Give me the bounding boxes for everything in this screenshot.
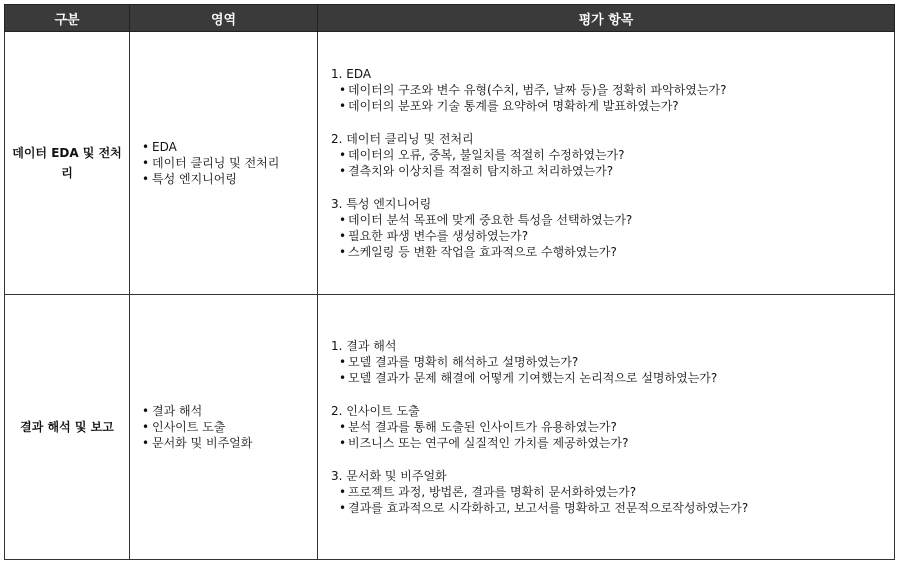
criteria-item (331, 500, 894, 516)
criteria-cell (318, 32, 895, 295)
area-item (140, 435, 317, 451)
bullet-icon: • (142, 420, 150, 434)
criteria-text: 모델 결과를 명확히 해석하고 설명하였는가? (348, 355, 579, 369)
area-label: 문서화 및 비주얼화 (152, 436, 253, 450)
bullet-icon: • (339, 371, 347, 385)
bullet-icon: • (339, 420, 347, 434)
bullet-icon: • (339, 485, 347, 499)
header-criteria: 평가 항목 (318, 5, 895, 32)
criteria-item (331, 419, 894, 435)
area-list (140, 403, 317, 451)
area-label: 특성 엔지니어링 (152, 172, 237, 186)
criteria-section (331, 468, 894, 516)
section-title: 3. 특성 엔지니어링 (331, 197, 432, 211)
criteria-section (331, 338, 894, 386)
bullet-icon: • (339, 83, 347, 97)
category-cell: 데이터 EDA 및 전처리 (5, 32, 130, 295)
criteria-section (331, 196, 894, 260)
header-area: 영역 (130, 5, 318, 32)
criteria-item (331, 244, 894, 260)
section-title: 3. 문서화 및 비주얼화 (331, 469, 447, 483)
bullet-icon: • (339, 99, 347, 113)
bullet-icon: • (142, 156, 150, 170)
bullet-icon: • (142, 404, 150, 418)
criteria-list (331, 82, 894, 114)
criteria-text: 결과를 효과적으로 시각화하고, 보고서를 명확하고 전문적으로작성하였는가? (348, 501, 749, 515)
criteria-item (331, 228, 894, 244)
criteria-item (331, 98, 894, 114)
criteria-item (331, 370, 894, 386)
criteria-item (331, 163, 894, 179)
criteria-item (331, 354, 894, 370)
bullet-icon: • (339, 245, 347, 259)
bullet-icon: • (339, 164, 347, 178)
criteria-list (331, 212, 894, 260)
area-label: 데이터 클리닝 및 전처리 (152, 156, 280, 170)
evaluation-table (4, 4, 895, 560)
criteria-text: 데이터의 오류, 중복, 불일치를 적절히 수정하였는가? (348, 148, 625, 162)
criteria-text: 데이터의 분포와 기술 통계를 요약하여 명확하게 발표하였는가? (348, 99, 679, 113)
criteria-list (331, 484, 894, 516)
criteria-text: 데이터 분석 목표에 맞게 중요한 특성을 선택하였는가? (348, 213, 633, 227)
area-item (140, 403, 317, 419)
area-item (140, 171, 317, 187)
criteria-list (331, 419, 894, 451)
criteria-text: 필요한 파생 변수를 생성하였는가? (348, 229, 529, 243)
header-row (5, 5, 895, 32)
area-label: 결과 해석 (152, 404, 203, 418)
section-title: 1. EDA (331, 67, 372, 81)
criteria-text: 비즈니스 또는 연구에 실질적인 가치를 제공하였는가? (348, 436, 629, 450)
criteria-item (331, 147, 894, 163)
area-cell (130, 295, 318, 560)
criteria-list (331, 147, 894, 179)
criteria-item (331, 435, 894, 451)
criteria-item (331, 82, 894, 98)
area-item (140, 155, 317, 171)
criteria-text: 데이터의 구조와 변수 유형(수치, 범주, 날짜 등)을 정확히 파악하였는가? (348, 83, 727, 97)
criteria-section (331, 66, 894, 114)
section-title: 2. 인사이트 도출 (331, 404, 420, 418)
section-title: 1. 결과 해석 (331, 339, 397, 353)
area-cell (130, 32, 318, 295)
bullet-icon: • (339, 213, 347, 227)
header-category: 구분 (5, 5, 130, 32)
area-item (140, 139, 317, 155)
category-cell: 결과 해석 및 보고 (5, 295, 130, 560)
bullet-icon: • (339, 148, 347, 162)
criteria-section (331, 131, 894, 179)
bullet-icon: • (339, 355, 347, 369)
area-list (140, 139, 317, 187)
area-item (140, 419, 317, 435)
area-label: EDA (152, 140, 177, 154)
table-row (5, 295, 895, 560)
bullet-icon: • (142, 436, 150, 450)
criteria-text: 결측치와 이상치를 적절히 탐지하고 처리하였는가? (348, 164, 614, 178)
criteria-item (331, 484, 894, 500)
criteria-text: 프로젝트 과정, 방법론, 결과를 명확히 문서화하였는가? (348, 485, 637, 499)
criteria-text: 분석 결과를 통해 도출된 인사이트가 유용하였는가? (348, 420, 617, 434)
criteria-text: 모델 결과가 문제 해결에 어떻게 기여했는지 논리적으로 설명하였는가? (348, 371, 718, 385)
criteria-section (331, 403, 894, 451)
criteria-cell (318, 295, 895, 560)
bullet-icon: • (339, 501, 347, 515)
bullet-icon: • (142, 172, 150, 186)
criteria-list (331, 354, 894, 386)
table-row (5, 32, 895, 295)
area-label: 인사이트 도출 (152, 420, 226, 434)
bullet-icon: • (142, 140, 150, 154)
bullet-icon: • (339, 229, 347, 243)
section-title: 2. 데이터 클리닝 및 전처리 (331, 132, 474, 146)
criteria-text: 스케일링 등 변환 작업을 효과적으로 수행하였는가? (348, 245, 617, 259)
bullet-icon: • (339, 436, 347, 450)
criteria-item (331, 212, 894, 228)
